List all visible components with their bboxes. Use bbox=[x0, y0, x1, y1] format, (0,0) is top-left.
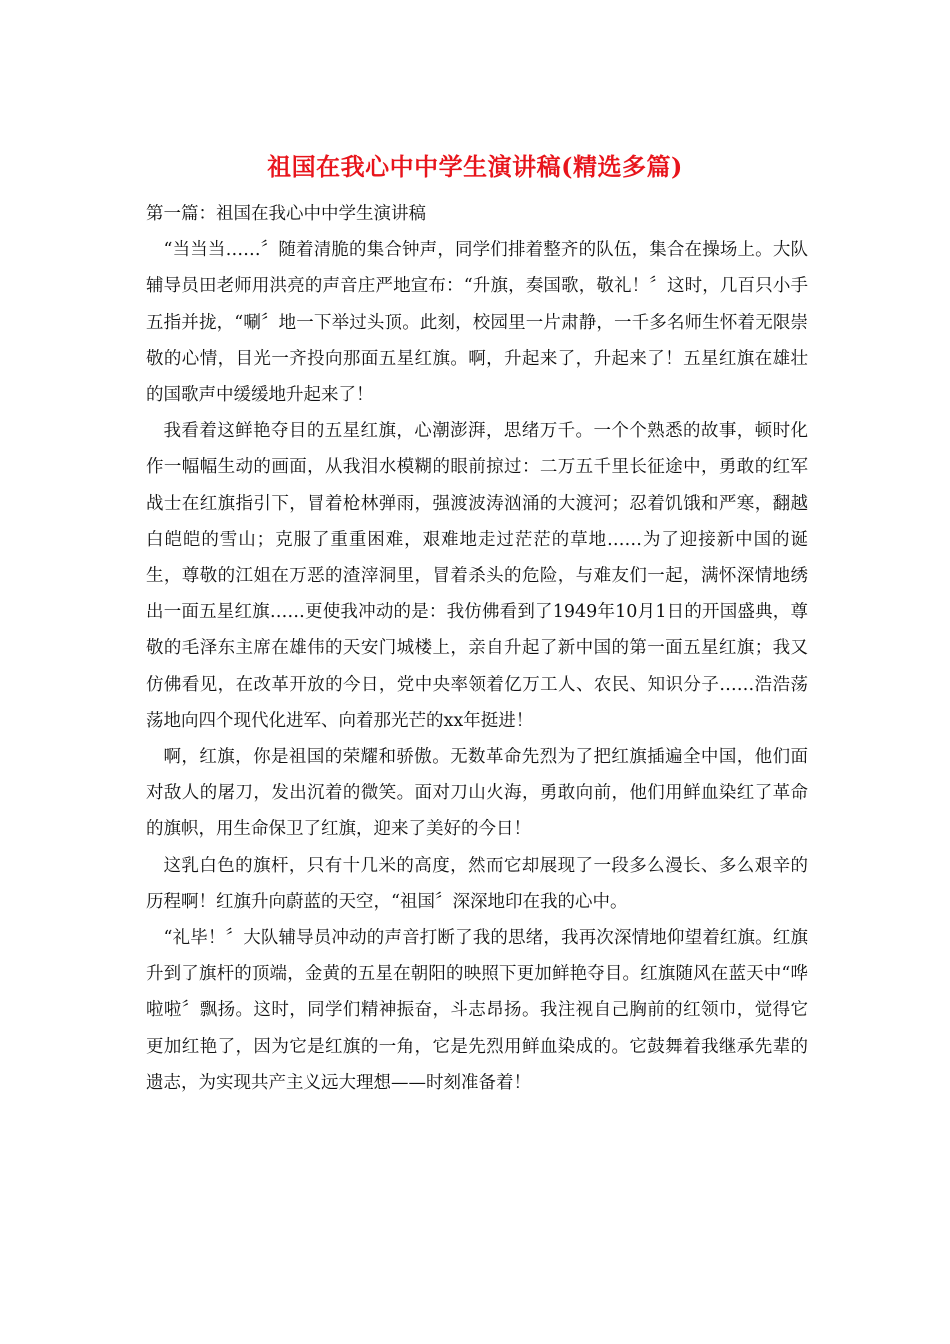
section-heading: 第一篇：祖国在我心中中学生演讲稿 bbox=[146, 204, 426, 224]
paragraph: 我看着这鲜艳夺目的五星红旗，心潮澎湃，思绪万千。一个个熟悉的故事，顿时化作一幅幅生动的画面，从我泪水模糊的眼前掠过：二万五千里长征途中，勇敢的红军战士在红旗指引下，冒着枪林弹雨，强渡波涛汹涌的大渡河；忍着饥饿和严寒，翻越白皑皑的雪山；克服了重重困难，艰难地走过茫茫的草地……为了迎接新中国的诞生，尊敬的江姐在万恶的渣滓洞里，冒着杀头的危险，与难友们一起，满怀深情地绣出一面五星红旗……更使我冲动的是：我仿佛看到了1949年10月1日的开国盛典，尊敬的毛泽东主席在雄伟的天安门城楼上，亲自升起了新中国的第一面五星红旗；我又仿佛看见，在改革开放的今日，党中央率领着亿万工人、农民、知识分子……浩浩荡荡地向四个现代化进军、向着那光芒的xx年挺进！ bbox=[146, 421, 808, 731]
paragraph: “当当当……〞随着清脆的集合钟声，同学们排着整齐的队伍，集合在操场上。大队辅导员田老师用洪亮的声音庄严地宣布：“升旗，奏国歌，敬礼！〞这时，几百只小手五指并拢，“唰〞地一下举过头顶。此刻，校园里一片肃静，一千多名师生怀着无限崇敬的心情，目光一齐投向那面五星红旗。啊，升起来了，升起来了！五星红旗在雄壮的国歌声中缓缓地升起来了！ bbox=[146, 240, 808, 406]
paragraph: “礼毕！〞大队辅导员冲动的声音打断了我的思绪，我再次深情地仰望着红旗。红旗升到了旗杆的顶端，金黄的五星在朝阳的映照下更加鲜艳夺目。红旗随风在蓝天中“哗啦啦〞飘扬。这时，同学们精神振奋，斗志昂扬。我注视自己胸前的红领巾，觉得它更加红艳了，因为它是红旗的一角，它是先烈用鲜血染成的。它鼓舞着我继承先辈的遗志，为实现共产主义远大理想——时刻准备着！ bbox=[146, 928, 808, 1093]
paragraph: 啊，红旗，你是祖国的荣耀和骄傲。无数革命先烈为了把红旗插遍全中国，他们面对敌人的屠刀，发出沉着的微笑。面对刀山火海，勇敢向前，他们用鲜血染红了革命的旗帜，用生命保卫了红旗，迎来了美好的今日！ bbox=[146, 747, 808, 840]
document-body bbox=[146, 196, 808, 1101]
document-title: 祖国在我心中中学生演讲稿(精选多篇) bbox=[267, 152, 683, 181]
paragraph: 这乳白色的旗杆，只有十几米的高度，然而它却展现了一段多么漫长、多么艰辛的历程啊！红旗升向蔚蓝的天空，“祖国〞深深地印在我的心中。 bbox=[146, 855, 808, 912]
